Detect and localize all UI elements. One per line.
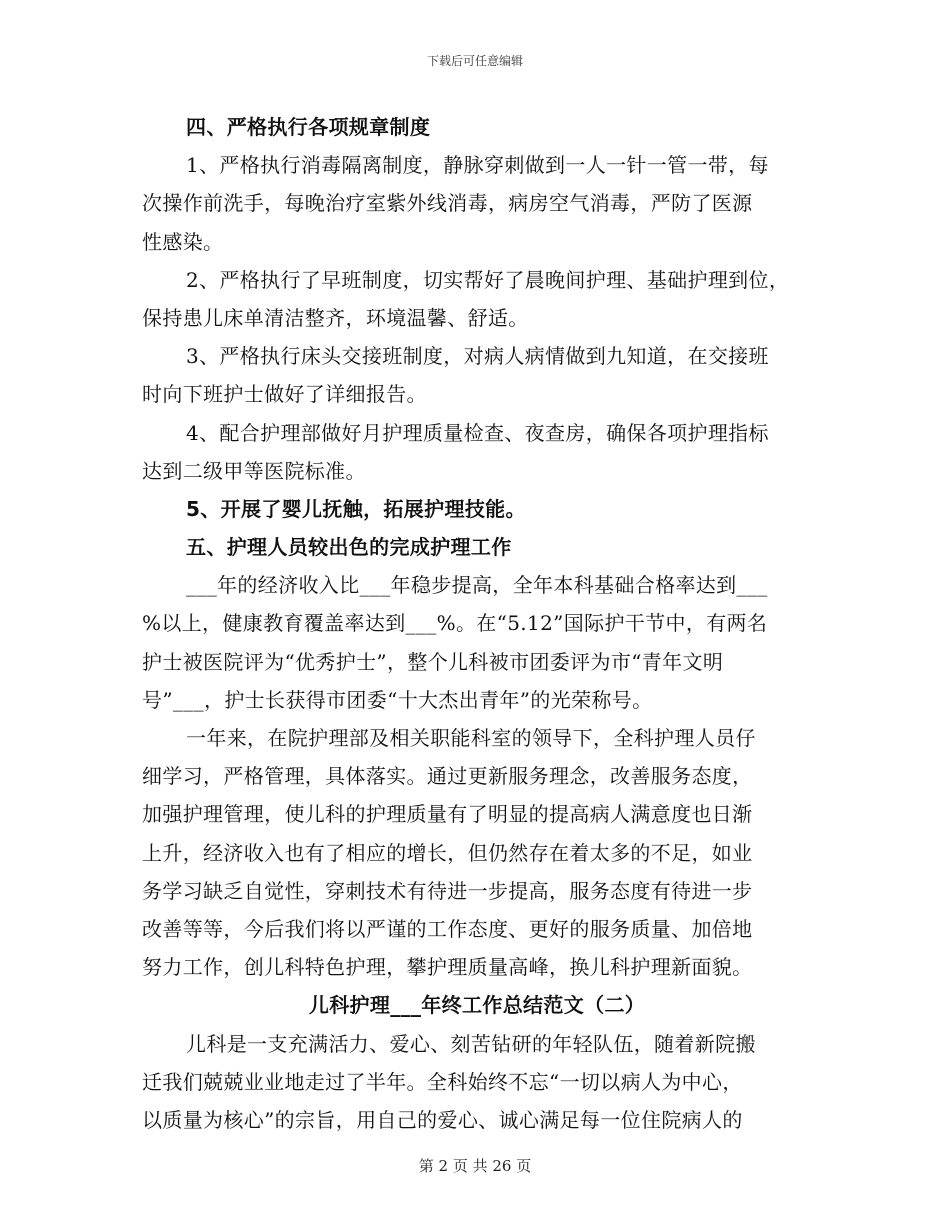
paragraph-line: 3、严格执行床头交接班制度，对病人病情做到九知道，在交接班	[186, 344, 769, 369]
paragraph-line: 1、严格执行消毒隔离制度，静脉穿刺做到一人一针一管一带，每	[186, 153, 769, 178]
paragraph-line: 迁我们兢兢业业地走过了半年。全科始终不忘“一切以病人为中心，	[142, 1069, 743, 1094]
paragraph-line: 达到二级甲等医院标准。	[142, 458, 366, 483]
paragraph-line: 儿科是一支充满活力、爱心、刻苦钻研的年轻队伍，随着新院搬	[186, 1031, 756, 1056]
paragraph-line: 号”___，护士长获得市团委“十大杰出青年”的光荣称号。	[142, 687, 653, 712]
paragraph-line: 时向下班护士做好了详细报告。	[142, 382, 427, 407]
paragraph-line: 加强护理管理，使儿科的护理质量有了明显的提高病人满意度也日渐	[142, 802, 753, 827]
page-number: 第 2 页 共 26 页	[418, 1157, 532, 1175]
paragraph-line: 护士被医院评为“优秀护士”，整个儿科被市团委评为市“青年文明	[142, 649, 724, 674]
paragraph-line: 性感染。	[142, 229, 224, 254]
section-heading-5: 五、护理人员较出色的完成护理工作	[186, 535, 512, 560]
paragraph-line: 一年来，在院护理部及相关职能科室的领导下，全科护理人员仔	[186, 726, 756, 750]
paragraph-line: 2、严格执行了早班制度，切实帮好了晨晚间护理、基础护理到位，	[186, 267, 790, 292]
document-body	[142, 108, 812, 1139]
paragraph-line: ___年的经济收入比___年稳步提高，全年本科基础合格率达到___	[186, 573, 768, 598]
bold-item-5: 5、开展了婴儿抚触，拓展护理技能。	[186, 496, 526, 521]
paragraph-line: %以上，健康教育覆盖率达到___%。在“5.12”国际护干节中，有两名	[142, 611, 768, 636]
header-note: 下载后可任意编辑	[426, 54, 523, 68]
paragraph-line: 4、配合护理部做好月护理质量检查、夜查房，确保各项护理指标	[186, 420, 769, 445]
paragraph-line: 细学习，严格管理，具体落实。通过更新服务理念，改善服务态度，	[142, 764, 753, 789]
paragraph-line: 改善等等，今后我们将以严谨的工作态度、更好的服务质量、加倍地	[142, 916, 753, 941]
section-heading-4: 四、严格执行各项规章制度	[186, 115, 431, 139]
paragraph-line: 务学习缺乏自觉性，穿刺技术有待进一步提高，服务态度有待进一步	[142, 878, 753, 903]
paragraph-line: 上升，经济收入也有了相应的增长，但仍然存在着太多的不足，如业	[142, 840, 753, 865]
paragraph-line: 保持患儿床单清洁整齐，环境温馨、舒适。	[142, 305, 529, 330]
paragraph-line: 努力工作，创儿科特色护理，攀护理质量高峰，换儿科护理新面貌。	[142, 955, 753, 980]
paragraph-line: 次操作前洗手，每晚治疗室紫外线消毒，病房空气消毒，严防了医源	[142, 191, 753, 216]
document-title: 儿科护理___年终工作总结范文（二）	[308, 993, 646, 1018]
paragraph-line: 以质量为核心”的宗旨，用自己的爱心、诚心满足每一位住院病人的	[142, 1107, 743, 1132]
